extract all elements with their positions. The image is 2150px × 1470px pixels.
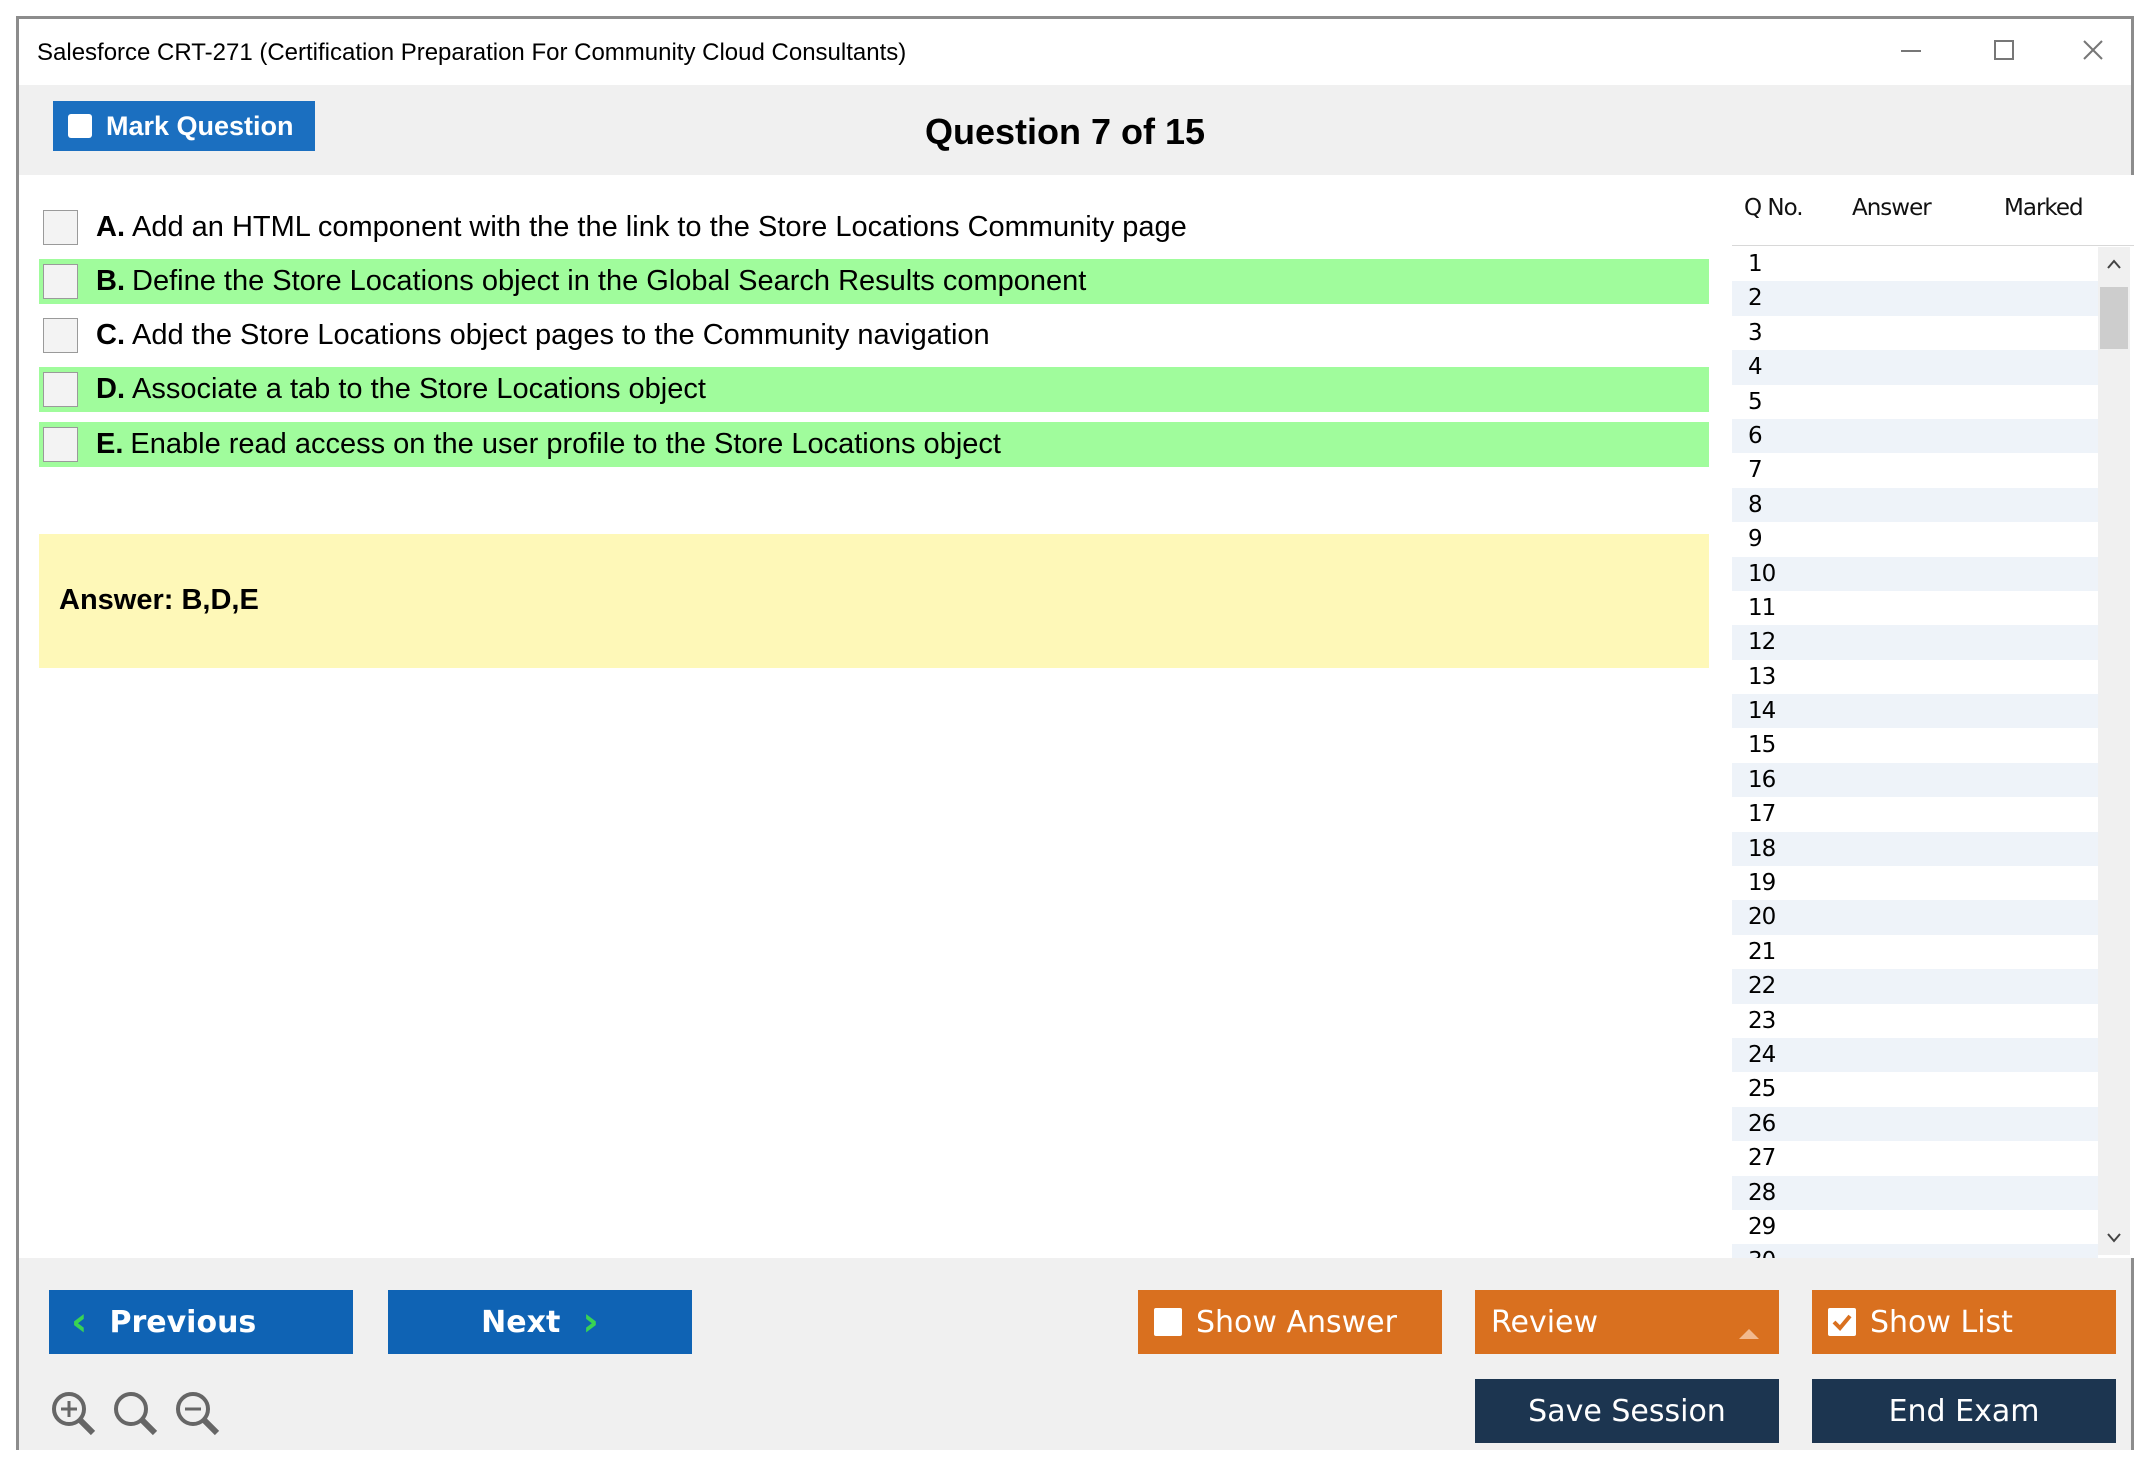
option-letter: D. xyxy=(96,373,125,405)
question-list-row[interactable]: 11 xyxy=(1748,594,1776,621)
question-list-row[interactable]: 10 xyxy=(1732,557,2098,591)
question-list-row[interactable]: 18 xyxy=(1732,832,2098,866)
end-exam-label: End Exam xyxy=(1888,1393,2040,1429)
question-list-row[interactable]: 25 xyxy=(1748,1076,1776,1103)
question-list-row[interactable]: 29 xyxy=(1748,1213,1776,1240)
option-letter: E. xyxy=(96,428,124,460)
title-bar xyxy=(19,19,2131,85)
option-text: Add an HTML component with the the link to the Store Locations Community page xyxy=(132,211,1187,243)
review-dropdown[interactable] xyxy=(1475,1290,1779,1354)
option-checkbox[interactable] xyxy=(43,264,78,299)
scroll-up-icon[interactable] xyxy=(2098,247,2130,281)
option-letter: B. xyxy=(96,265,125,297)
option-letter: A. xyxy=(96,211,125,243)
question-list-row[interactable]: 20 xyxy=(1732,900,2098,934)
question-list-row[interactable]: 24 xyxy=(1732,1038,2098,1072)
mark-question-label: Mark Question xyxy=(106,110,294,141)
scroll-down-icon[interactable] xyxy=(2098,1221,2130,1255)
zoom-out-icon[interactable] xyxy=(173,1389,221,1437)
option-text: Enable read access on the user profile to the Store Locations object xyxy=(130,428,1001,460)
question-list-row[interactable]: 21 xyxy=(1748,938,1776,965)
chevron-right-icon: › xyxy=(582,1299,599,1345)
option-text: Define the Store Locations object in the Global Search Results component xyxy=(132,265,1087,297)
checkbox-checked-icon xyxy=(1828,1308,1856,1336)
show-list-label: Show List xyxy=(1870,1304,2013,1340)
question-header xyxy=(19,85,2131,175)
question-title: Question 7 of 15 xyxy=(924,111,1206,152)
previous-label: Previous xyxy=(109,1304,257,1340)
review-label: Review xyxy=(1491,1304,1599,1340)
question-list-row[interactable]: 19 xyxy=(1748,870,1776,897)
question-list-row[interactable]: 7 xyxy=(1748,457,1762,484)
zoom-reset-icon[interactable] xyxy=(111,1389,159,1437)
option-text: Associate a tab to the Store Locations object xyxy=(132,373,706,405)
question-list-row[interactable]: 15 xyxy=(1748,732,1776,759)
scrollbar-thumb[interactable] xyxy=(2100,287,2128,349)
question-list-row[interactable]: 28 xyxy=(1732,1176,2098,1210)
end-exam-button[interactable] xyxy=(1812,1379,2116,1443)
save-session-button[interactable] xyxy=(1475,1379,1779,1443)
option-checkbox[interactable] xyxy=(43,372,78,407)
question-list-row[interactable]: 4 xyxy=(1732,350,2098,384)
close-icon[interactable] xyxy=(2073,33,2113,69)
save-session-label: Save Session xyxy=(1528,1393,1726,1429)
option-checkbox[interactable] xyxy=(43,427,78,462)
option-b[interactable] xyxy=(39,259,1709,304)
footer-toolbar xyxy=(19,1258,2131,1450)
question-list-row[interactable]: 8 xyxy=(1732,488,2098,522)
app-window xyxy=(16,16,2134,1450)
question-list-header xyxy=(1732,175,2134,246)
minimize-icon[interactable] xyxy=(1891,33,1931,69)
option-d[interactable] xyxy=(39,367,1709,412)
previous-button[interactable] xyxy=(49,1290,353,1354)
option-letter: C. xyxy=(96,319,125,351)
option-a[interactable] xyxy=(39,205,1709,250)
question-list xyxy=(1732,247,2098,1279)
question-list-panel xyxy=(1732,175,2134,1258)
zoom-in-icon[interactable] xyxy=(49,1389,97,1437)
question-list-row[interactable]: 17 xyxy=(1748,801,1776,828)
option-text: Add the Store Locations object pages to the Community navigation xyxy=(132,319,990,351)
question-list-row[interactable]: 23 xyxy=(1748,1007,1776,1034)
column-marked[interactable]: Marked xyxy=(2004,195,2083,221)
column-answer[interactable]: Answer xyxy=(1852,195,1931,221)
next-label: Next xyxy=(481,1304,561,1340)
option-checkbox[interactable] xyxy=(43,318,78,353)
question-list-row[interactable]: 13 xyxy=(1748,663,1776,690)
question-content xyxy=(19,175,1732,1258)
question-list-row[interactable]: 2 xyxy=(1732,281,2098,315)
question-list-row[interactable]: 27 xyxy=(1748,1145,1776,1172)
column-qno[interactable]: Q No. xyxy=(1744,195,1803,221)
show-answer-label: Show Answer xyxy=(1196,1304,1397,1340)
answer-panel xyxy=(39,534,1709,668)
maximize-icon[interactable] xyxy=(1983,33,2023,69)
answer-text: Answer: B,D,E xyxy=(59,584,259,616)
show-answer-button[interactable] xyxy=(1138,1290,1442,1354)
caret-up-icon xyxy=(1739,1314,1759,1349)
checkbox-icon xyxy=(1154,1308,1182,1336)
show-list-button[interactable] xyxy=(1812,1290,2116,1354)
question-list-row[interactable]: 3 xyxy=(1748,319,1762,346)
next-button[interactable] xyxy=(388,1290,692,1354)
option-checkbox[interactable] xyxy=(43,210,78,245)
question-list-row[interactable]: 6 xyxy=(1732,419,2098,453)
window-title: Salesforce CRT-271 (Certification Preparation For Community Cloud Consultants) xyxy=(37,39,907,66)
question-list-row[interactable]: 9 xyxy=(1748,526,1762,553)
question-list-row[interactable]: 12 xyxy=(1732,625,2098,659)
question-list-row[interactable]: 16 xyxy=(1732,763,2098,797)
question-list-scrollbar[interactable] xyxy=(2098,247,2130,1255)
chevron-left-icon: ‹ xyxy=(71,1299,88,1345)
question-list-row[interactable]: 5 xyxy=(1748,388,1762,415)
question-list-row[interactable]: 1 xyxy=(1748,251,1762,277)
question-list-row[interactable]: 14 xyxy=(1732,694,2098,728)
question-list-row[interactable]: 22 xyxy=(1732,969,2098,1003)
option-e[interactable] xyxy=(39,422,1709,467)
question-list-row[interactable]: 26 xyxy=(1732,1107,2098,1141)
option-c[interactable] xyxy=(39,313,1709,358)
